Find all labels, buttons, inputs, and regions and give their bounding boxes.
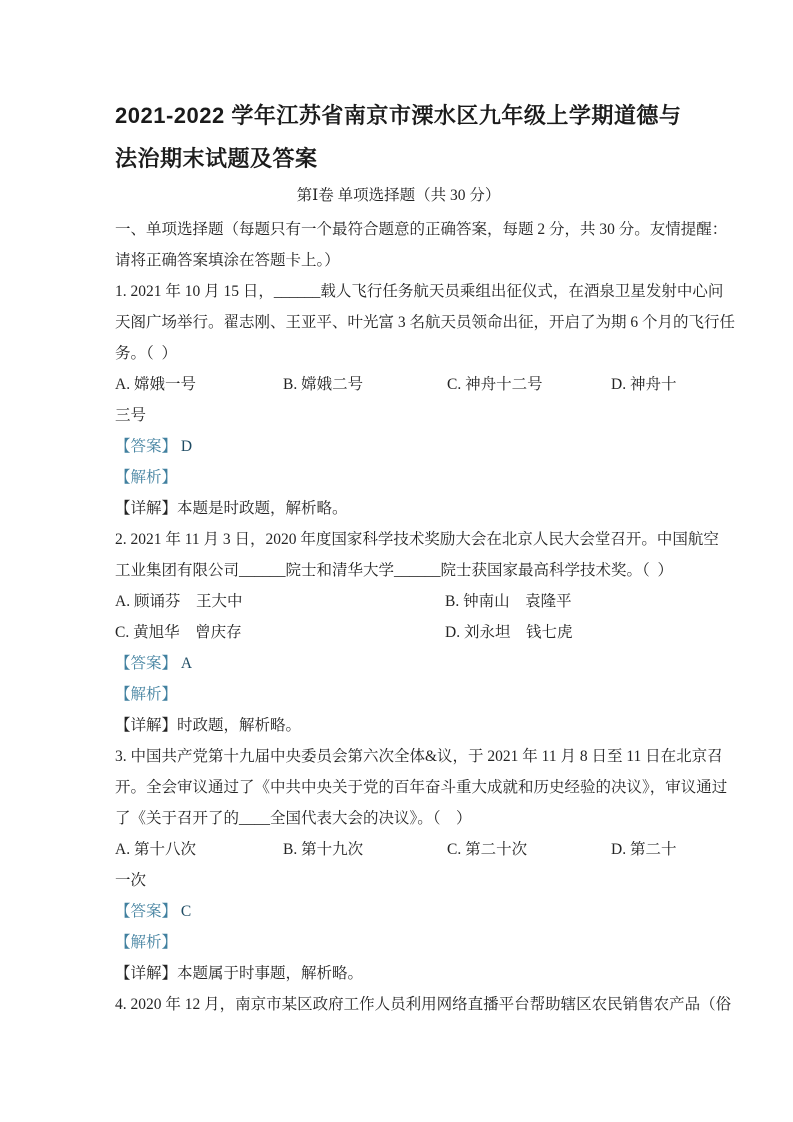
question-1-stem-line: 天阁广场举行。翟志刚、王亚平、叶光富 3 名航天员领命出征，开启了为期 6 个月的飞行任 [115,314,736,331]
detail-label: 【详解】 [115,500,178,517]
question-2-detail [115,710,685,741]
question-3-analysis [115,927,685,958]
question-1-detail [115,493,685,524]
detail-text: 本题是时政题，解析略。 [177,500,348,517]
option-item: A. 顾诵芬 王大中 [115,593,243,610]
option-item: A. 第十八次 [115,841,196,858]
question-1-stem-line: 务。（ ） [115,345,178,362]
question-3-stem-line: 了《关于召开了的____全国代表大会的决议》。（ ） [115,810,472,827]
question-3-stem-line: 开。全会审议通过了《中共中央关于党的百年奋斗重大成就和历史经验的决议》，审议通过 [115,779,728,796]
answer-label: 【答案】 [115,655,178,672]
intro-line: 一、单项选择题（每题只有一个最符合题意的正确答案，每题 2 分，共 30 分。友情提醒： [115,221,728,238]
answer-value: A [180,655,193,672]
question-2-stem-line: 2. 2021 年 11 月 3 日，2020 年度国家科学技术奖励大会在北京人民大会堂召开。中国航空 [115,531,719,548]
option-item: D. 第二十 [611,841,677,858]
question-3-detail [115,958,685,989]
question-3-stem-line: 3. 中国共产党第十九届中央委员会第六次全体&议，于 2021 年 11 月 8 日至 11 日在北京召 [115,748,723,765]
question-1-analysis [115,462,685,493]
question-4-stem-line: 4. 2020 年 12 月，南京市某区政府工作人员利用网络直播平台帮助辖区农民销售农产品（俗 [115,996,732,1013]
document-title: 2021-2022 学年江苏省南京市溧水区九年级上学期道德与法治期末试题及答案 [115,103,682,171]
question-3-answer [115,896,685,927]
question-1-answer [115,431,685,462]
document-body [115,214,736,1020]
section-header: 第Ⅰ卷 单项选择题（共 30 分） [296,187,501,204]
option-item: B. 钟南山 袁隆平 [445,593,572,610]
intro-line: 请将正确答案填涂在答题卡上。） [115,252,340,269]
question-1-stem-line: 1. 2021 年 10 月 15 日，______载人飞行任务航天员乘组出征仪式，在酒泉卫星发射中心问 [115,283,724,300]
answer-label: 【答案】 [115,903,178,920]
answer-value: C [180,903,192,920]
analysis-label: 【解析】 [115,686,178,703]
question-2-answer [115,648,685,679]
option-item: C. 黄旭华 曾庆存 [115,624,242,641]
question-2-stem-line: 工业集团有限公司______院士和清华大学______院士获国家最高科学技术奖。（ ） [115,562,674,579]
option-item: B. 嫦娥二号 [283,376,364,393]
analysis-label: 【解析】 [115,469,178,486]
detail-text: 本题属于时事题，解析略。 [177,965,364,982]
answer-value: D [180,438,193,455]
question-3-options-row [115,834,685,865]
option-item: C. 第二十次 [447,841,528,858]
option-item: D. 刘永坦 钱七虎 [445,624,573,641]
question-3-option-continuation: 一次 [115,872,147,889]
question-2-options-row [115,586,685,617]
answer-label: 【答案】 [115,438,178,455]
detail-label: 【详解】 [115,717,178,734]
analysis-label: 【解析】 [115,934,178,951]
detail-text: 时政题，解析略。 [177,717,302,734]
question-1-option-continuation: 三号 [115,407,147,424]
option-item: C. 神舟十二号 [447,376,543,393]
question-2-options-row [115,617,685,648]
detail-label: 【详解】 [115,965,178,982]
option-item: A. 嫦娥一号 [115,376,196,393]
question-1-options-row [115,369,685,400]
question-2-analysis [115,679,685,710]
option-item: D. 神舟十 [611,376,677,393]
option-item: B. 第十九次 [283,841,364,858]
